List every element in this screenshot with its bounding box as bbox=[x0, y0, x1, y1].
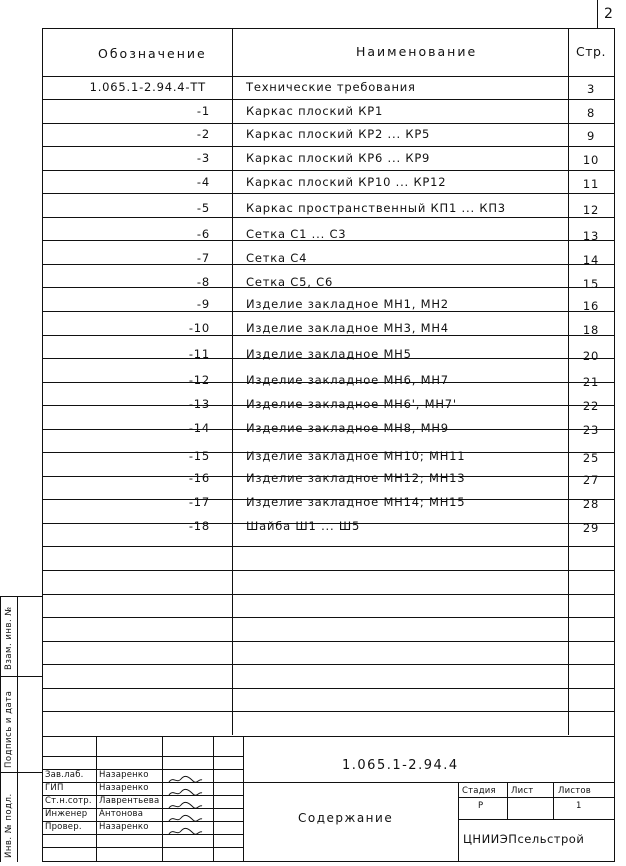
row-designation: -1 bbox=[196, 104, 210, 118]
row-page: 9 bbox=[586, 129, 596, 143]
staff-role: ГИП bbox=[45, 783, 64, 793]
row-name: Изделие закладное МН10; МН11 bbox=[246, 449, 466, 463]
row-page: 14 bbox=[582, 253, 600, 267]
row-page: 20 bbox=[582, 349, 600, 363]
row-page: 15 bbox=[582, 277, 600, 291]
row-designation: -8 bbox=[196, 275, 210, 289]
doc-code: 1.065.1-2.94.4 bbox=[342, 758, 459, 773]
frame-top bbox=[42, 28, 615, 29]
row-name: Сетка С5, С6 bbox=[246, 275, 334, 289]
row-designation: -6 bbox=[196, 227, 210, 241]
row-designation: 1.065.1-2.94.4-ТТ bbox=[89, 80, 206, 94]
row-name: Технические требования bbox=[246, 80, 416, 94]
row-page: 10 bbox=[582, 153, 600, 167]
row-page: 28 bbox=[582, 497, 600, 511]
row-page: 13 bbox=[582, 229, 600, 243]
row-name: Изделие закладное МН5 bbox=[246, 347, 412, 361]
row-designation: -9 bbox=[196, 297, 210, 311]
row-page: 12 bbox=[582, 203, 600, 217]
organization: ЦНИИЭПсельстрой bbox=[463, 832, 585, 846]
row-designation: -2 bbox=[196, 127, 210, 141]
row-designation: -3 bbox=[196, 151, 210, 165]
row-name: Каркас плоский КР1 bbox=[246, 104, 384, 118]
row-designation: -5 bbox=[196, 201, 210, 215]
row-name: Сетка С1 ... С3 bbox=[246, 227, 347, 241]
row-page: 8 bbox=[586, 106, 596, 120]
row-name: Изделие закладное МН12; МН13 bbox=[246, 471, 466, 485]
sheet-number: 2 bbox=[604, 6, 614, 22]
row-page: 16 bbox=[582, 299, 600, 313]
row-designation: -14 bbox=[188, 421, 210, 435]
row-page: 27 bbox=[582, 473, 600, 487]
row-name: Изделие закладное МН8, МН9 bbox=[246, 421, 449, 435]
row-designation: -15 bbox=[188, 449, 210, 463]
row-page: 29 bbox=[582, 521, 600, 535]
row-name: Сетка С4 bbox=[246, 251, 308, 265]
row-name: Шайба Ш1 ... Ш5 bbox=[246, 519, 361, 533]
row-page: 11 bbox=[582, 177, 600, 191]
row-name: Каркас пространственный КП1 ... КП3 bbox=[246, 201, 506, 215]
staff-role: Зав.лаб. bbox=[45, 770, 84, 780]
signature-scribble bbox=[167, 783, 203, 793]
signature-scribble bbox=[167, 822, 203, 832]
frame-bottom bbox=[42, 861, 615, 862]
row-designation: -12 bbox=[188, 373, 210, 387]
row-name: Изделие закладное МН1, МН2 bbox=[246, 297, 449, 311]
row-page: 3 bbox=[586, 82, 596, 96]
staff-role: Провер. bbox=[45, 822, 82, 832]
row-page: 21 bbox=[582, 375, 600, 389]
row-page: 18 bbox=[582, 323, 600, 337]
staff-role: Ст.н.сотр. bbox=[45, 796, 92, 806]
row-designation: -10 bbox=[188, 321, 210, 335]
row-designation: -18 bbox=[188, 519, 210, 533]
staff-name: Назаренко bbox=[99, 783, 149, 793]
header-page: Стр. bbox=[576, 44, 606, 59]
staff-name: Назаренко bbox=[99, 770, 149, 780]
sheets-label: Листов bbox=[558, 786, 591, 796]
row-name: Каркас плоский КР2 ... КР5 bbox=[246, 127, 431, 141]
signature-scribble bbox=[167, 770, 203, 780]
stage-value: Р bbox=[478, 801, 484, 811]
row-name: Изделие закладное МН14; МН15 bbox=[246, 495, 466, 509]
sheet-value: 1 bbox=[576, 801, 582, 811]
signature-scribble bbox=[167, 809, 203, 819]
row-designation: -4 bbox=[196, 175, 210, 189]
side-label-inv-no: Инв. № подл. bbox=[4, 793, 14, 858]
header-name: Наименование bbox=[356, 44, 478, 59]
staff-name: Лаврентьева bbox=[99, 796, 160, 806]
row-designation: -13 bbox=[188, 397, 210, 411]
row-name: Изделие закладное МН6', МН7' bbox=[246, 397, 457, 411]
side-label-replace-inv: Взам. инв. № bbox=[4, 606, 14, 670]
row-designation: -7 bbox=[196, 251, 210, 265]
row-name: Изделие закладное МН6, МН7 bbox=[246, 373, 449, 387]
row-designation: -11 bbox=[188, 347, 210, 361]
row-designation: -16 bbox=[188, 471, 210, 485]
staff-name: Назаренко bbox=[99, 822, 149, 832]
stage-label: Стадия bbox=[462, 786, 496, 796]
row-page: 22 bbox=[582, 399, 600, 413]
signature-scribble bbox=[167, 796, 203, 806]
doc-title: Содержание bbox=[298, 811, 394, 825]
row-page: 25 bbox=[582, 451, 600, 465]
row-designation: -17 bbox=[188, 495, 210, 509]
row-page: 23 bbox=[582, 423, 600, 437]
row-name: Изделие закладное МН3, МН4 bbox=[246, 321, 449, 335]
header-designation: Обозначение bbox=[98, 46, 207, 61]
side-label-sign-date: Подпись и дата bbox=[4, 690, 14, 768]
row-name: Каркас плоский КР10 ... КР12 bbox=[246, 175, 447, 189]
staff-role: Инженер bbox=[45, 809, 88, 819]
staff-name: Антонова bbox=[99, 809, 144, 819]
row-name: Каркас плоский КР6 ... КР9 bbox=[246, 151, 431, 165]
sheet-label: Лист bbox=[511, 786, 534, 796]
